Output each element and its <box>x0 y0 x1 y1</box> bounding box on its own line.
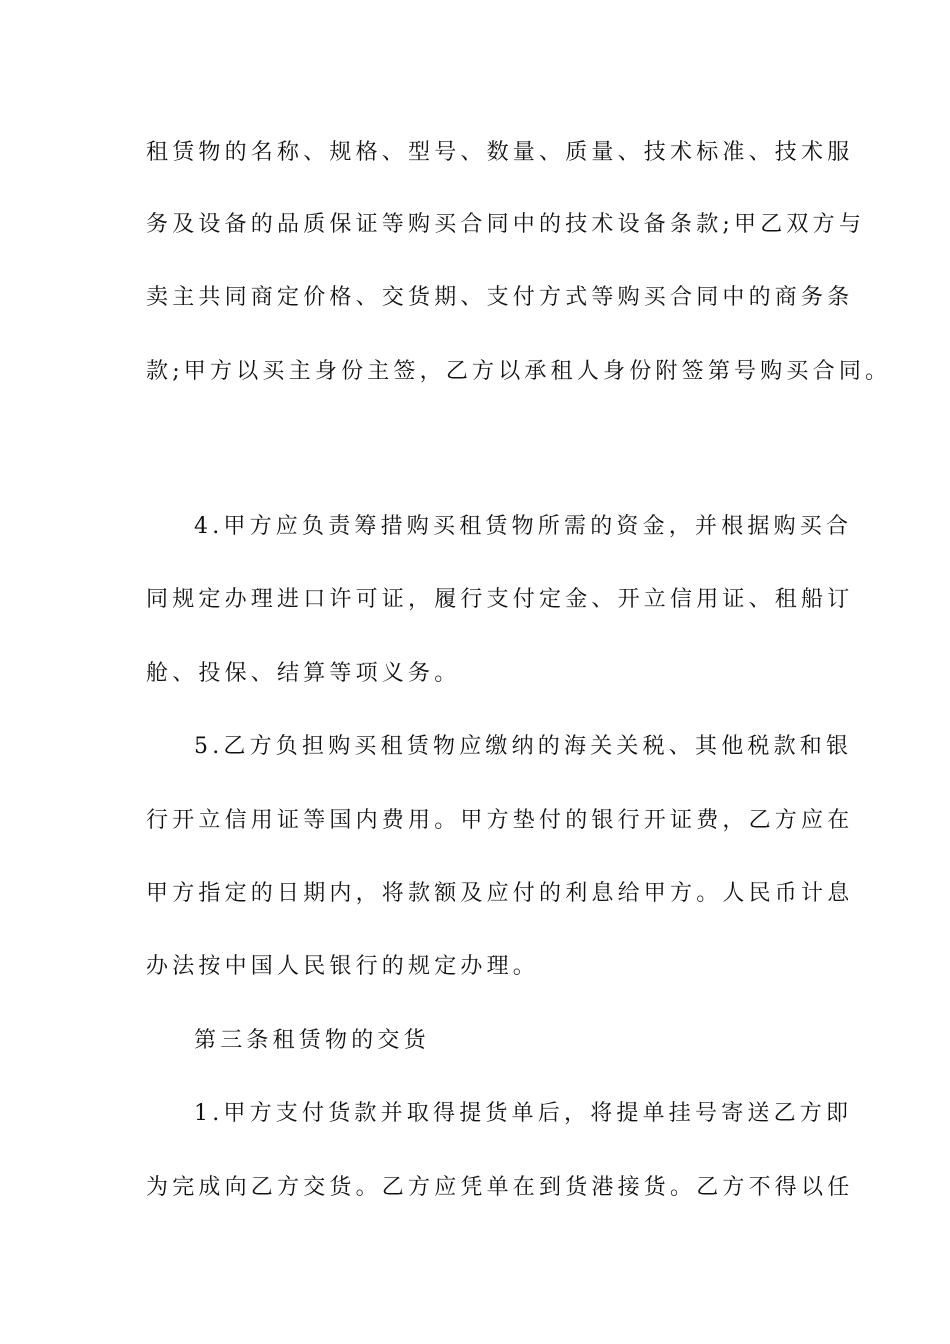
paragraph-line: 4.甲方应负责筹措购买租赁物所需的资金，并根据购买合 <box>194 514 853 539</box>
paragraph-line: 行开立信用证等国内费用。甲方垫付的银行开证费，乙方应在 <box>146 808 854 833</box>
paragraph-line: 为完成向乙方交货。乙方应凭单在到货港接货。乙方不得以任 <box>146 1175 854 1200</box>
paragraph-line: 卖主共同商定价格、交货期、支付方式等购买合同中的商务条 <box>146 285 854 310</box>
paragraph-line: 务及设备的品质保证等购买合同中的技术设备条款;甲乙双方与 <box>146 212 866 237</box>
paragraph-line: 甲方指定的日期内，将款额及应付的利息给甲方。人民币计息 <box>146 881 854 906</box>
paragraph-line: 办法按中国人民银行的规定办理。 <box>146 954 540 979</box>
paragraph-line: 款;甲方以买主身份主签，乙方以承租人身份附签第号购买合同。 <box>146 359 892 384</box>
section-heading: 第三条租赁物的交货 <box>194 1028 430 1053</box>
paragraph-line: 租赁物的名称、规格、型号、数量、质量、技术标准、技术服 <box>146 140 854 165</box>
paragraph-line: 同规定办理进口许可证，履行支付定金、开立信用证、租船订 <box>146 587 854 612</box>
paragraph-line: 舱、投保、结算等项义务。 <box>146 661 461 686</box>
paragraph-line: 1.甲方支付货款并取得提货单后，将提单挂号寄送乙方即 <box>194 1101 853 1126</box>
paragraph-line: 5.乙方负担购买租赁物应缴纳的海关关税、其他税款和银 <box>194 734 853 759</box>
